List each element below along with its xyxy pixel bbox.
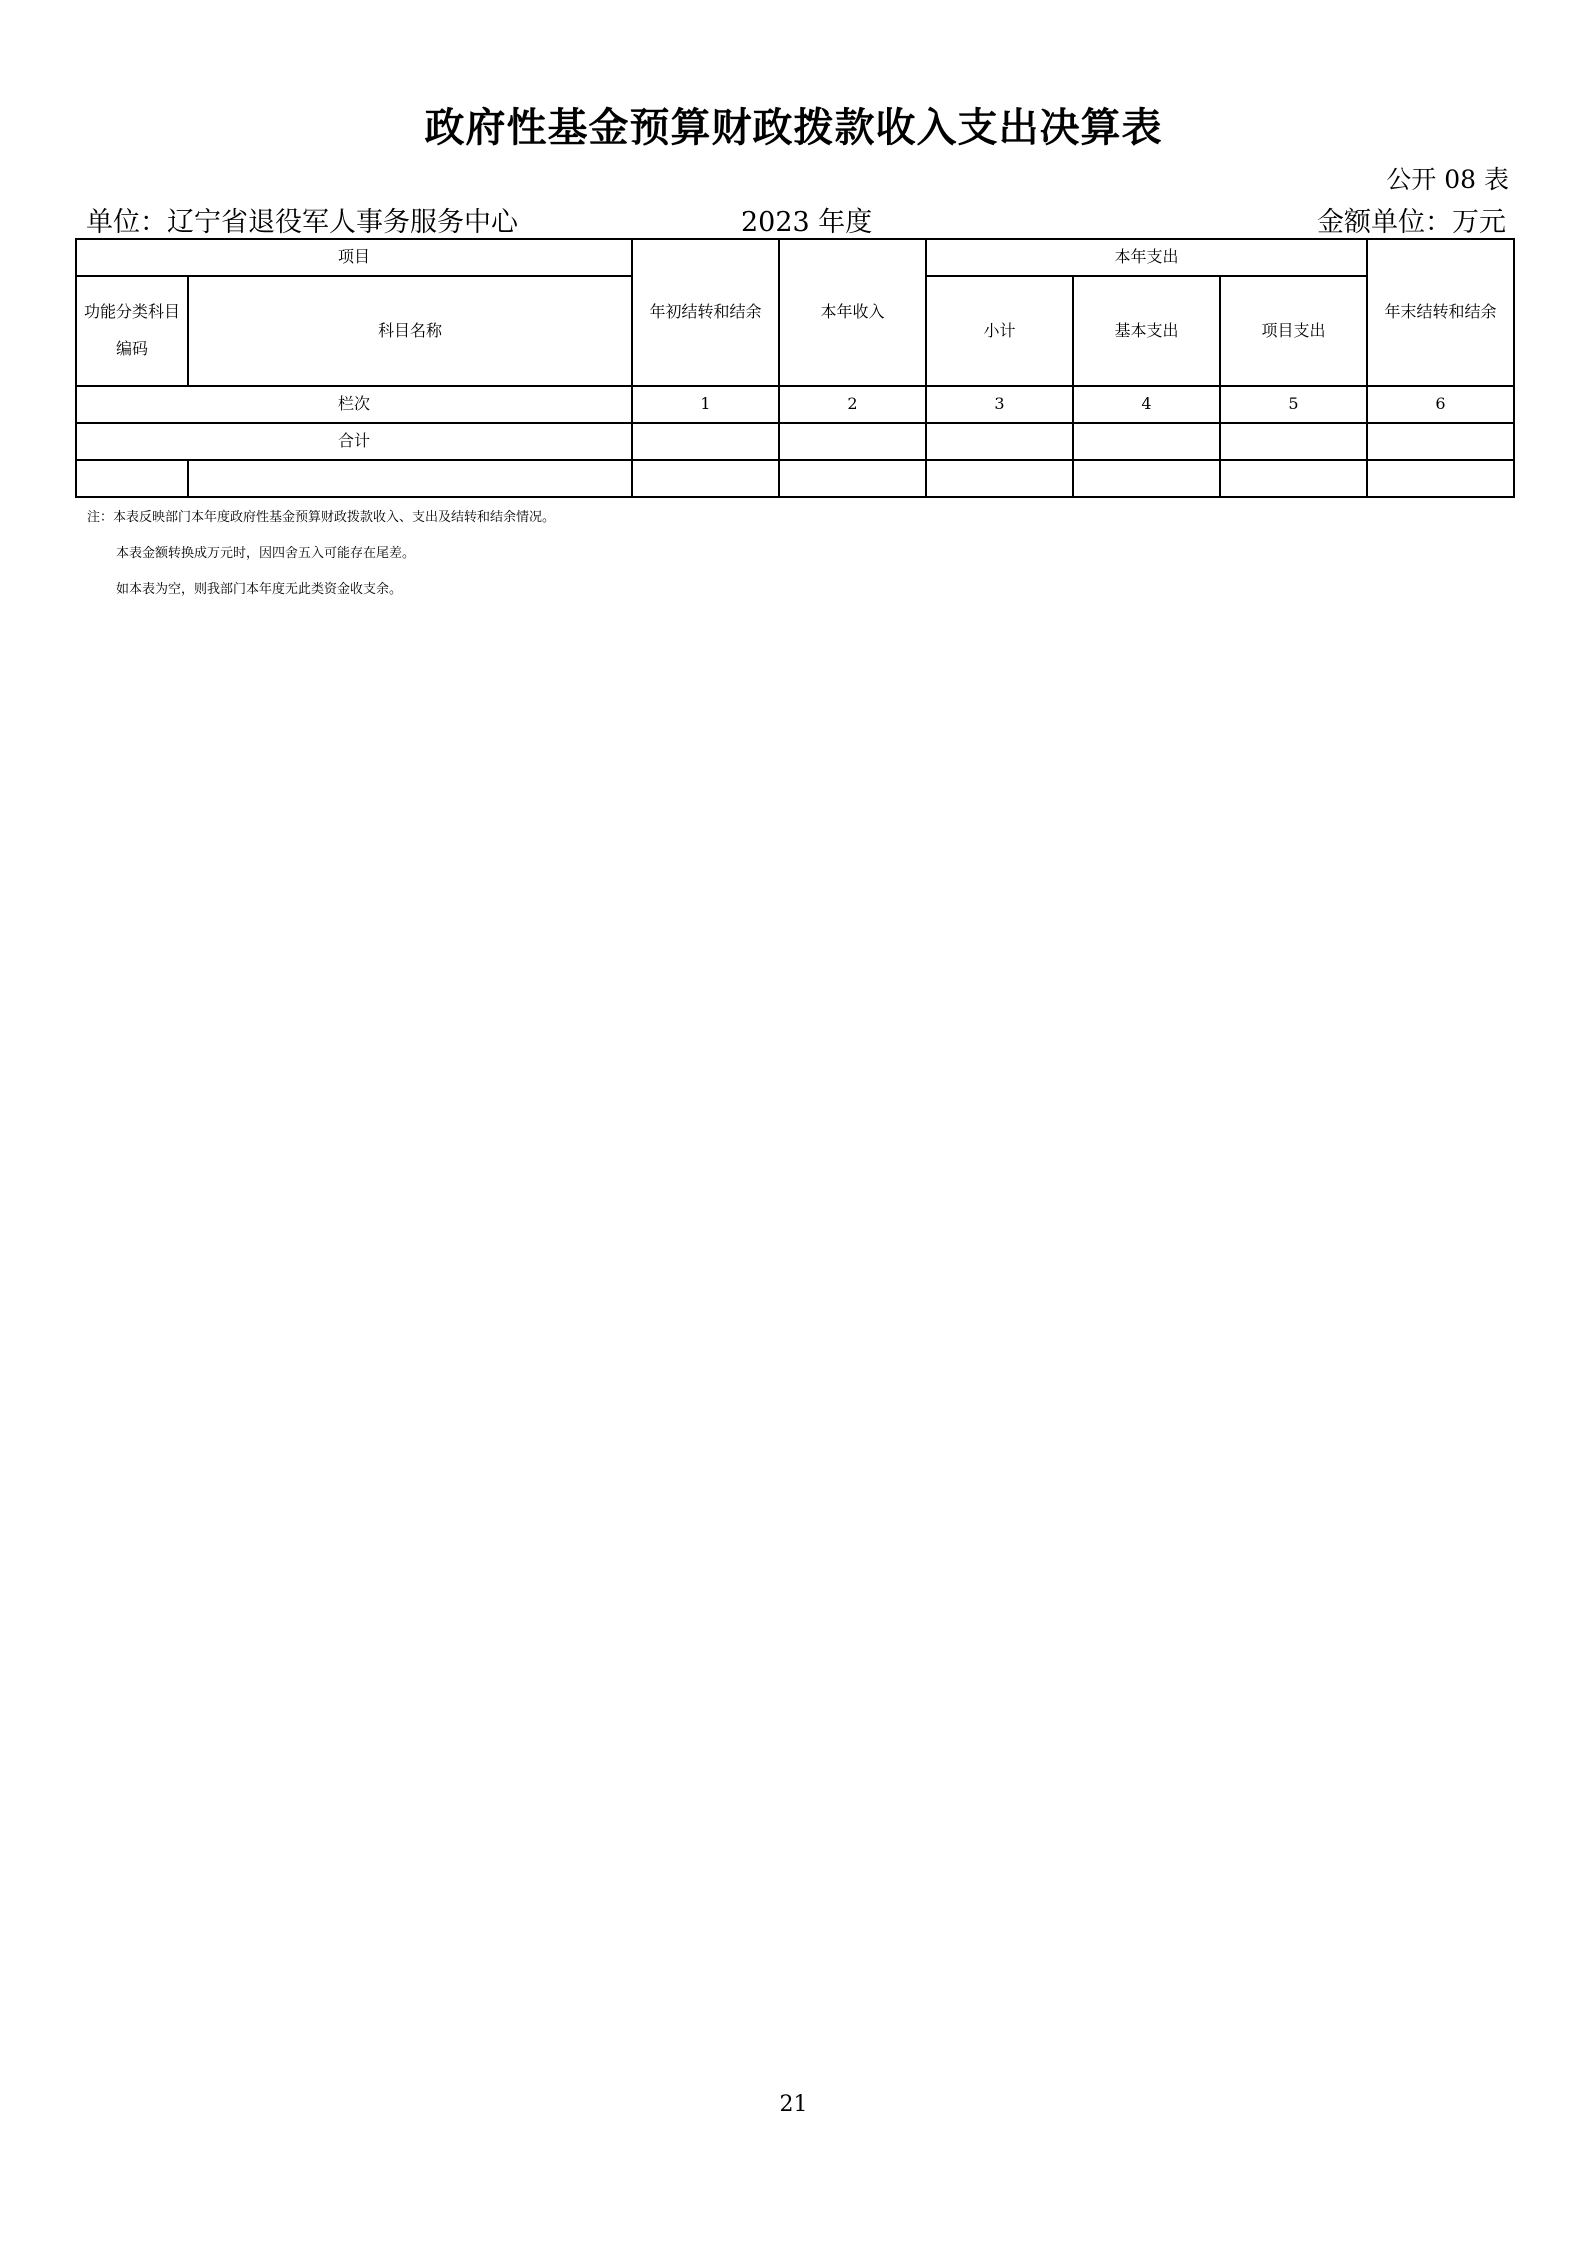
note-line: 本表金额转换成万元时，因四舍五入可能存在尾差。 — [116, 546, 416, 561]
total-cell — [1220, 423, 1367, 460]
column-number-5: 5 — [1220, 386, 1367, 423]
header-project-exp: 项目支出 — [1220, 276, 1367, 386]
total-cell — [1367, 423, 1514, 460]
page-title: 政府性基金预算财政拨款收入支出决算表 — [424, 105, 1163, 151]
header-subtotal: 小计 — [926, 276, 1073, 386]
page-number: 21 — [779, 2092, 808, 2117]
note-line: 注：本表反映部门本年度政府性基金预算财政拨款收入、支出及结转和结余情况。 — [87, 510, 556, 525]
empty-cell — [1073, 460, 1220, 497]
empty-cell — [188, 460, 632, 497]
header-income: 本年收入 — [779, 239, 926, 386]
column-number-row — [76, 386, 1514, 423]
column-number-3: 3 — [926, 386, 1073, 423]
notes — [87, 508, 555, 616]
header-item: 项目 — [76, 239, 632, 276]
table-code: 公开 08 表 — [1386, 165, 1509, 194]
empty-cell — [1367, 460, 1514, 497]
header-basic-exp: 基本支出 — [1073, 276, 1220, 386]
total-cell — [779, 423, 926, 460]
unit-label: 单位：辽宁省退役军人事务服务中心 — [86, 207, 518, 238]
empty-cell — [926, 460, 1073, 497]
column-number-4: 4 — [1073, 386, 1220, 423]
header-expenditure: 本年支出 — [926, 239, 1367, 276]
total-label: 合计 — [76, 423, 632, 460]
empty-cell — [632, 460, 779, 497]
total-cell — [632, 423, 779, 460]
note-line: 如本表为空，则我部门本年度无此类资金收支余。 — [116, 582, 403, 597]
column-number-2: 2 — [779, 386, 926, 423]
money-unit-label: 金额单位：万元 — [1317, 207, 1506, 238]
budget-table — [75, 238, 1515, 498]
empty-row — [76, 460, 1514, 497]
header-carryover-end: 年末结转和结余 — [1367, 239, 1514, 386]
meta-row — [86, 200, 1506, 238]
header-carryover-begin: 年初结转和结余 — [632, 239, 779, 386]
header-subject-name: 科目名称 — [188, 276, 632, 386]
header-func-code: 功能分类科目编码 — [76, 276, 188, 386]
column-number-6: 6 — [1367, 386, 1514, 423]
column-number-1: 1 — [632, 386, 779, 423]
total-row — [76, 423, 1514, 460]
column-number-label: 栏次 — [76, 386, 632, 423]
total-cell — [1073, 423, 1220, 460]
total-cell — [926, 423, 1073, 460]
year-label: 2023 年度 — [741, 207, 873, 238]
empty-cell — [1220, 460, 1367, 497]
empty-cell — [76, 460, 188, 497]
empty-cell — [779, 460, 926, 497]
header-row-1 — [76, 239, 1514, 276]
